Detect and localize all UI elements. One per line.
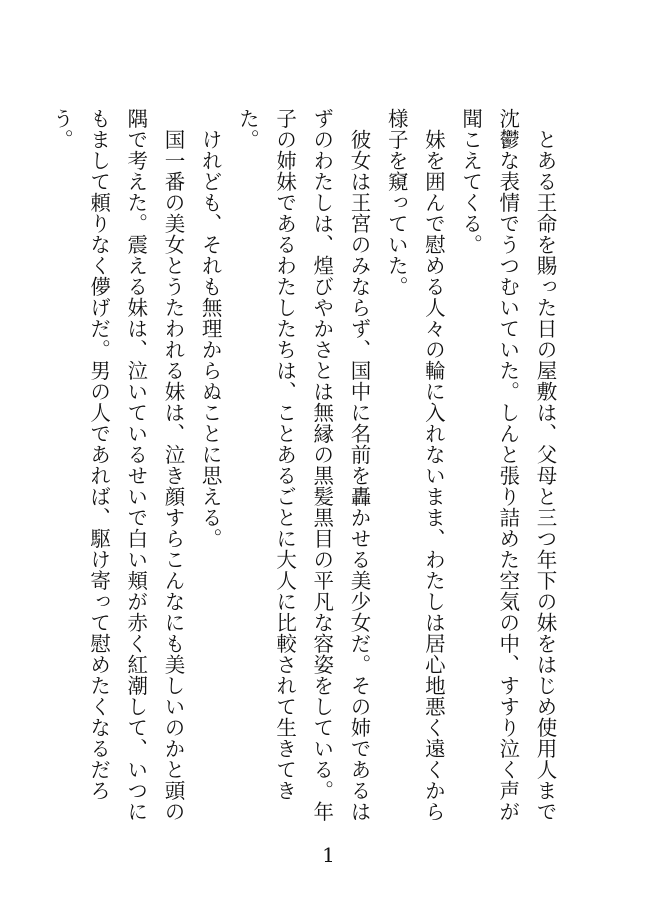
paragraph-5: 国一番の美女とうたわれる妹は、泣き顔すらこんなにも美しいのかと頭の隅で考えた。震える妹は、泣いているせいで白い頬が赤く紅潮して、いつにもまして頼りなく儚げだ。男の人であれば、駆け寄って慰めたくなるだろう。 (49, 108, 185, 822)
page-number: 1 (322, 843, 335, 867)
paragraph-3: 彼女は王宮のみならず、国中に名前を轟かせる美少女だ。その姉であるはずのわたしは、煌びやかさとは無縁の黒髪黒目の平凡な容姿をしている。年子の姉妹であるわたしたちは、ことあるごとに大人に比較されて生きてきた。 (235, 108, 371, 822)
paragraph-1: とある王命を賜った日の屋敷は、父母と三つ年下の妹をはじめ使用人まで沈鬱な表情でうつむいていた。しんと張り詰めた空気の中、すすり泣く声が聞こえてくる。 (458, 108, 557, 822)
body-text (42, 108, 563, 828)
paragraph-2: 妹を囲んで慰める人々の輪に入れないまま、わたしは居心地悪く遠くから様子を窺っていた。 (384, 108, 446, 822)
paragraph-4: けれども、それも無理からぬことに思える。 (198, 128, 223, 549)
